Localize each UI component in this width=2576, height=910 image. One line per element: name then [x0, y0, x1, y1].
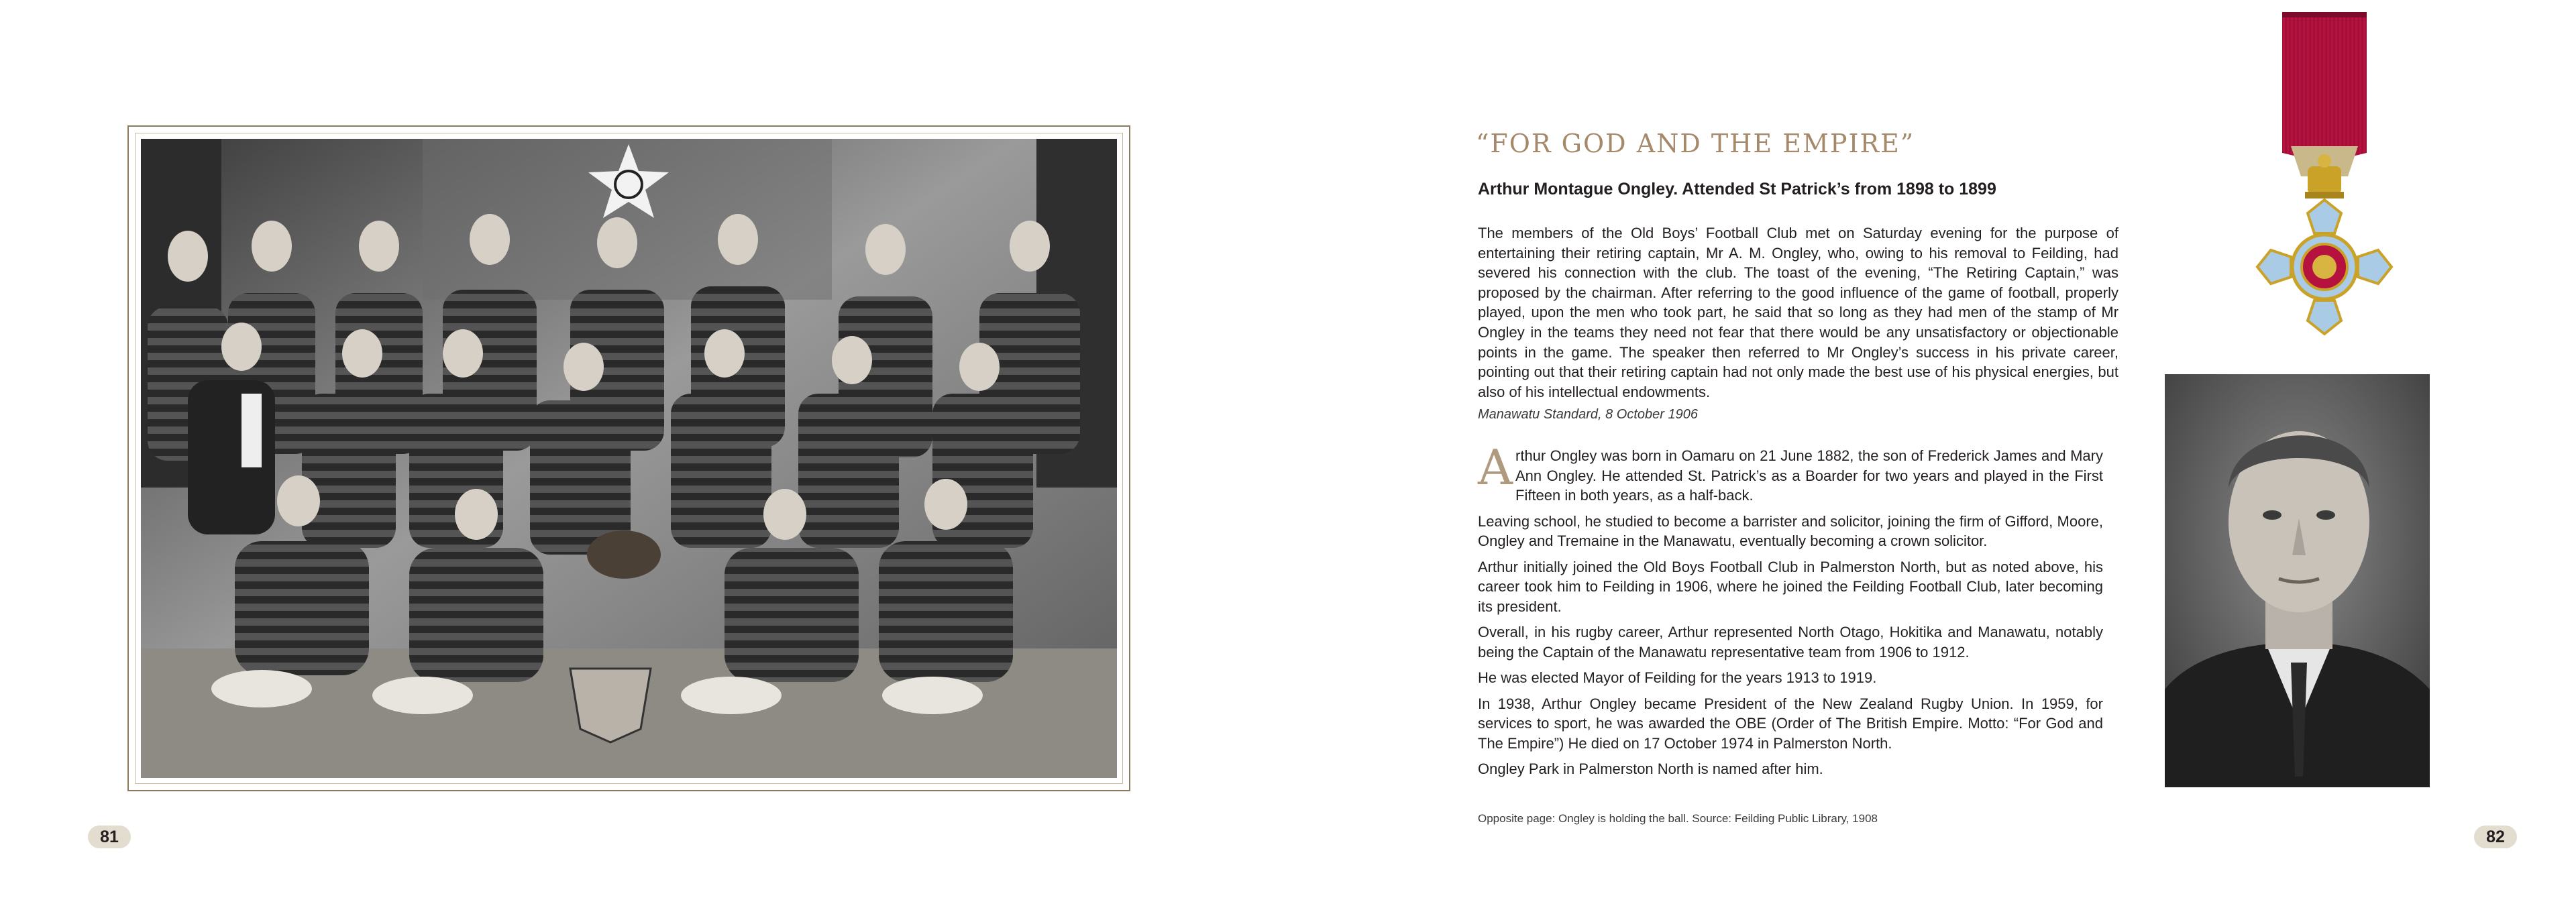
obe-medal-image — [2241, 12, 2408, 357]
portrait-photo-image — [2165, 374, 2430, 787]
bio-paragraph: Ongley Park in Palmerston North is named after him. — [1478, 760, 1823, 777]
bio-paragraph: In 1938, Arthur Ongley became President of the New Zealand Rugby Union. In 1959, for services to sport, he was awarded the OBE (Order of The British Empire. Motto: “For God and The Empire”) He died on 17 October 1974 in Palmerston North. — [1478, 695, 2103, 752]
quote-paragraph: The members of the Old Boys’ Football Club met on Saturday evening for the purpose of entertaining their retiring captain, Mr A. M. Ongley, who, owing to his removal to Feilding, had severed his connection with the club. The toast of the evening, “The Retiring Captain,” was proposed by the chairman. After referring to the good influence of the game of football, properly played, upon the men who took part, he said that so long as they had men of the stamp of Mr Ongley in the teams they need not fear that there would be any unsatisfactory or objectionable points in the game. The speaker then referred to Mr Ongley’s success in his private career, pointing out that their retiring captain had not only made the best use of his physical energies, but also of his intellectual endowments. — [1478, 225, 2118, 400]
article-heading: “FOR GOD AND THE EMPIRE” — [1476, 129, 1915, 158]
bio-first-text: rthur Ongley was born in Oamaru on 21 June 1882, the son of Frederick James and Mary Ann Ongley. He attended St. Patrick’s as a Boarder for two years and played in the First Fifteen in both years, as a half-back. — [1515, 447, 2103, 504]
article-subheading: Arthur Montague Ongley. Attended St Patrick’s from 1898 to 1899 — [1478, 180, 1996, 198]
page-number-right: 82 — [2474, 826, 2517, 848]
bio-paragraph: Leaving school, he studied to become a barrister and solicitor, joining the firm of Gifford, Moore, Ongley and Tremaine in the Manawatu, eventually becoming a crown solicitor. — [1478, 512, 2103, 549]
bio-paragraph-1 — [1478, 439, 2103, 506]
drop-cap: A — [1478, 439, 1513, 496]
team-photo-frame — [127, 125, 1130, 791]
page-number-left: 81 — [88, 826, 131, 848]
bio-paragraph: Overall, in his rugby career, Arthur represented North Otago, Hokitika and Manawatu, notably being the Captain of the Manawatu representative team from 1906 to 1912. — [1478, 624, 2103, 661]
bio-paragraph: Arthur initially joined the Old Boys Football Club in Palmerston North, but as noted above, his career took him to Feilding in 1906, where he joined the Feilding Football Club, later becoming its president. — [1478, 558, 2103, 615]
quote-source: Manawatu Standard, 8 October 1906 — [1478, 407, 1698, 422]
biography — [1478, 439, 2103, 785]
bio-paragraph: He was elected Mayor of Feilding for the years 1913 to 1919. — [1478, 669, 1877, 686]
team-photo-image — [141, 139, 1117, 778]
photo-caption: Opposite page: Ongley is holding the ball. Source: Feilding Public Library, 1908 — [1478, 812, 1878, 825]
